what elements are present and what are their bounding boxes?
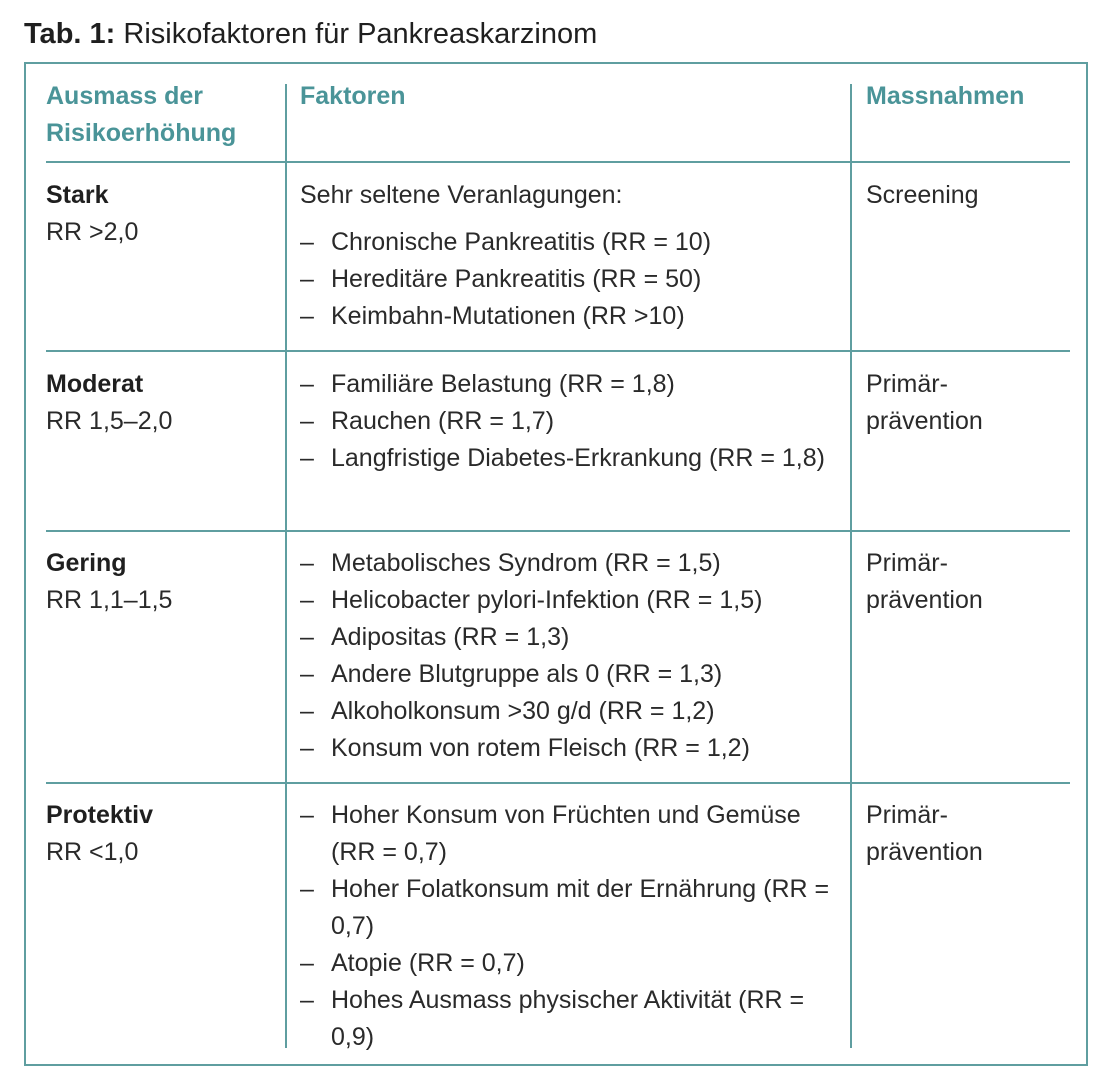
factor-item: – Adipositas (RR = 1,3) <box>300 619 846 656</box>
row-divider <box>46 782 1070 784</box>
factor-item: – Helicobacter pylori-Infektion (RR = 1,5) <box>300 582 846 619</box>
level-cell <box>46 177 284 251</box>
factors-cell <box>300 797 846 1056</box>
factors-cell <box>300 177 846 335</box>
level-name: Protektiv <box>46 801 153 829</box>
row-divider <box>46 530 1070 532</box>
measure-cell: Screening <box>866 181 979 209</box>
factor-item: – Andere Blutgruppe als 0 (RR = 1,3) <box>300 656 846 693</box>
column-divider <box>285 84 287 1048</box>
row-divider <box>46 161 1070 163</box>
risk-factor-table <box>24 62 1088 1066</box>
caption-label: Tab. 1: <box>24 18 116 50</box>
factor-item: – Alkoholkonsum >30 g/d (RR = 1,2) <box>300 693 846 730</box>
header-level: Ausmass der Risikoerhöhung <box>46 82 237 147</box>
level-cell <box>46 545 284 619</box>
level-cell <box>46 366 284 440</box>
factors-cell <box>300 545 846 767</box>
level-cell <box>46 797 284 871</box>
factor-item: – Konsum von rotem Fleisch (RR = 1,2) <box>300 730 846 767</box>
factor-item: – Keimbahn-Mutationen (RR >10) <box>300 298 846 335</box>
factor-item: – Atopie (RR = 0,7) <box>300 945 846 982</box>
column-divider <box>850 84 852 1048</box>
level-rr: RR <1,0 <box>46 838 139 866</box>
factor-list <box>300 545 846 767</box>
factor-item: – Metabolisches Syndrom (RR = 1,5) <box>300 545 846 582</box>
factors-intro: Sehr seltene Veranlagungen: <box>300 181 623 209</box>
level-rr: RR >2,0 <box>46 218 139 246</box>
header-factors: Faktoren <box>300 82 406 110</box>
factors-cell <box>300 366 846 477</box>
factor-list <box>300 366 846 477</box>
measure-cell: Primär-prävention <box>866 801 983 866</box>
level-name: Gering <box>46 549 127 577</box>
factor-list <box>300 797 846 1056</box>
factor-item: – Chronische Pankreatitis (RR = 10) <box>300 224 846 261</box>
factor-item: – Hoher Folatkonsum mit der Ernährung (RR = 0,7) <box>300 871 846 945</box>
level-rr: RR 1,5–2,0 <box>46 407 173 435</box>
measure-cell: Primär-prävention <box>866 370 983 435</box>
measure-cell: Primär-prävention <box>866 549 983 614</box>
factor-item: – Rauchen (RR = 1,7) <box>300 403 846 440</box>
level-rr: RR 1,1–1,5 <box>46 586 173 614</box>
row-divider <box>46 350 1070 352</box>
factor-item: – Hohes Ausmass physischer Aktivität (RR = 0,9) <box>300 982 846 1056</box>
level-name: Moderat <box>46 370 144 398</box>
factor-item: – Langfristige Diabetes-Erkrankung (RR = 1,8) <box>300 440 846 477</box>
factor-item: – Familiäre Belastung (RR = 1,8) <box>300 366 846 403</box>
factor-item: – Hereditäre Pankreatitis (RR = 50) <box>300 261 846 298</box>
caption-title: Risikofaktoren für Pankreaskarzinom <box>123 18 598 50</box>
table-caption <box>24 14 597 54</box>
factor-item: – Hoher Konsum von Früchten und Gemüse (RR = 0,7) <box>300 797 846 871</box>
factor-list <box>300 224 846 335</box>
level-name: Stark <box>46 181 109 209</box>
header-measures: Massnahmen <box>866 82 1025 110</box>
